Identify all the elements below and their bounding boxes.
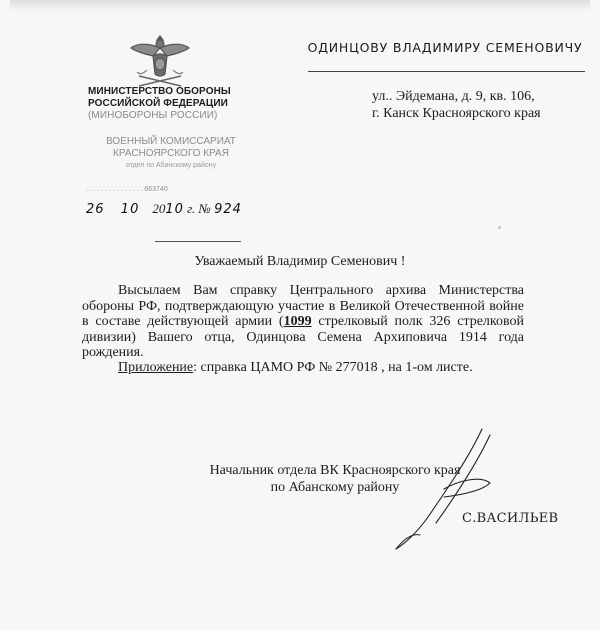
date-month: 10	[120, 202, 140, 217]
date-day: 26	[86, 202, 105, 217]
ministry-line-3: (МИНОБОРОНЫ РОССИИ)	[88, 110, 218, 121]
scan-top-edge	[10, 0, 590, 12]
outgoing-index-number: 663740	[144, 186, 168, 193]
regiment-number: 1099	[283, 314, 312, 329]
paragraph-end: стрелковый полк 326 стрелковой дивизии) Вашего отца, Одинцова Семена Архиповича 1914 года рождения.	[82, 314, 524, 360]
attachment-line	[118, 360, 473, 376]
signer-name: С.ВАСИЛЬЕВ	[462, 511, 559, 526]
addressee-city: г. Канск Красноярского края	[372, 106, 541, 121]
signer-position	[205, 462, 465, 496]
addressee-street: ул.. Эйдемана, д. 9, кв. 106,	[372, 89, 535, 104]
letter-body	[82, 283, 524, 361]
signer-position-line-2: по Абанскому району	[270, 480, 400, 495]
date-suffix: г. №	[187, 201, 211, 216]
date-year: 10	[165, 202, 184, 217]
letter-date-line	[86, 201, 256, 217]
attachment-text: : справка ЦАМО РФ № 277018 , на 1-ом листе.	[193, 360, 473, 375]
letterhead-divider	[155, 241, 241, 242]
letter-greeting: Уважаемый Владимир Семенович !	[194, 254, 406, 269]
attachment-label: Приложение	[118, 360, 194, 375]
commissariat-line-1: ВОЕННЫЙ КОМИССАРИАТ	[106, 136, 236, 147]
letterhead-commissariat	[86, 136, 256, 172]
signer-position-line-1: Начальник отдела ВК Красноярского края	[209, 463, 461, 478]
letterhead-ministry	[88, 86, 248, 122]
paragraph-start: Высылаем Вам справку Центрального архива Министерства обороны РФ, подтверждающую участие в Великой Отечественной войне в составе действующей армии (	[82, 283, 524, 329]
scan-speck	[498, 226, 501, 229]
outgoing-index: . . . . . . . . . . . . . . . 663740	[86, 186, 168, 193]
addressee-name: ОДИНЦОВУ ВЛАДИМИРУ СЕМЕНОВИЧУ	[307, 40, 583, 55]
addressee-underline	[308, 71, 585, 72]
commissariat-sub: отдел по Абанскому району	[125, 162, 217, 169]
letter-paragraph	[82, 283, 524, 361]
commissariat-line-2: КРАСНОЯРСКОГО КРАЯ	[113, 148, 229, 159]
ministry-line-2: РОССИЙСКОЙ ФЕДЕРАЦИИ	[88, 98, 228, 109]
registration-number: 924	[214, 202, 242, 217]
date-year-prefix: 20	[152, 201, 166, 216]
ministry-line-1: МИНИСТЕРСТВО ОБОРОНЫ	[88, 86, 231, 97]
ministry-emblem-icon	[125, 30, 195, 92]
